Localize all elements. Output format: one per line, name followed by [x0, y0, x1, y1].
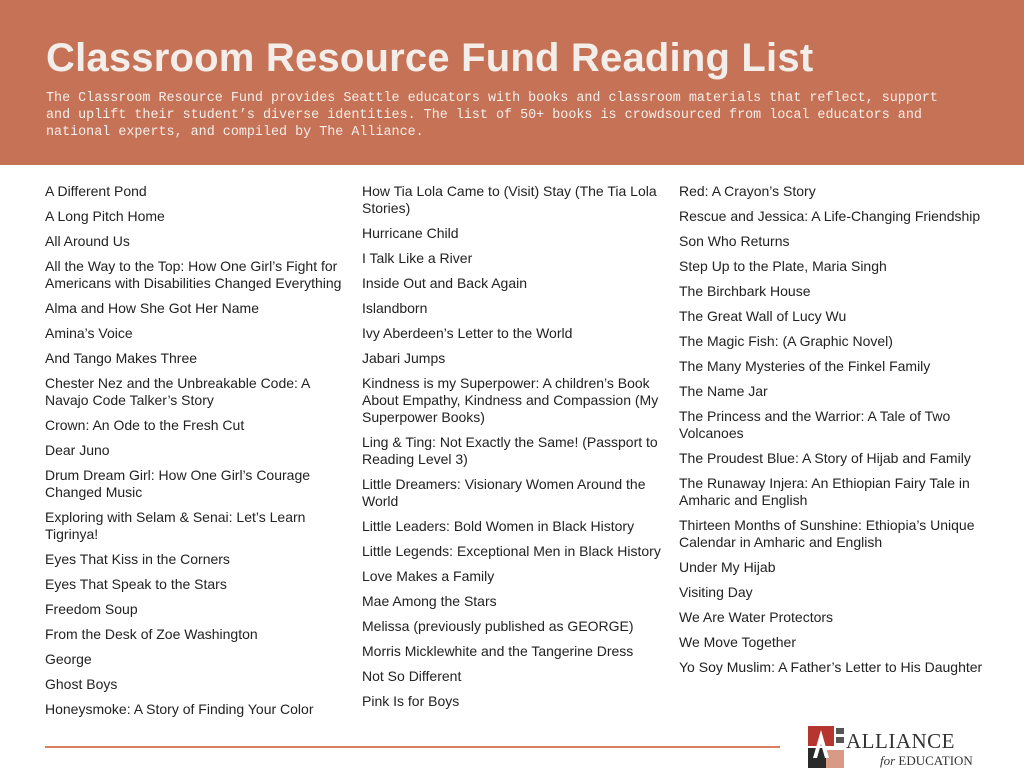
- book-title: Yo Soy Muslim: A Father’s Letter to His Daughter: [679, 659, 983, 675]
- book-title: Under My Hijab: [679, 559, 776, 575]
- logo-subtitle: [880, 753, 973, 769]
- footer-divider: [45, 746, 780, 748]
- book-column-3: [679, 183, 984, 684]
- book-title: George: [45, 651, 92, 667]
- book-title: Crown: An Ode to the Fresh Cut: [45, 417, 245, 433]
- book-title: Eyes That Kiss in the Corners: [45, 551, 230, 567]
- logo-education: EDUCATION: [898, 753, 973, 768]
- book-title: The Princess and the Warrior: A Tale of Two Volcanoes: [679, 408, 951, 441]
- book-title: Ling & Ting: Not Exactly the Same! (Passport to Reading Level 3): [362, 434, 658, 467]
- book-title: How Tia Lola Came to (Visit) Stay (The Tia Lola Stories): [362, 183, 657, 216]
- book-title: Step Up to the Plate, Maria Singh: [679, 258, 887, 274]
- book-title: The Many Mysteries of the Finkel Family: [679, 358, 931, 374]
- book-title: Drum Dream Girl: How One Girl’s Courage Changed Music: [45, 467, 311, 500]
- book-title: Freedom Soup: [45, 601, 138, 617]
- logo-for: for: [880, 753, 896, 768]
- book-title: A Long Pitch Home: [45, 208, 165, 224]
- book-title: Honeysmoke: A Story of Finding Your Color: [45, 701, 314, 717]
- book-title: Son Who Returns: [679, 233, 790, 249]
- book-title: All the Way to the Top: How One Girl’s Fight for Americans with Disabilities Changed Everything: [45, 258, 342, 291]
- book-title: I Talk Like a River: [362, 250, 473, 266]
- book-title: The Proudest Blue: A Story of Hijab and Family: [679, 450, 971, 466]
- book-title: Ivy Aberdeen’s Letter to the World: [362, 325, 573, 341]
- book-title: Amina’s Voice: [45, 325, 133, 341]
- book-title: Hurricane Child: [362, 225, 459, 241]
- book-title: Inside Out and Back Again: [362, 275, 527, 291]
- book-title: Kindness is my Superpower: A children’s Book About Empathy, Kindness and Compassion (My Superpower Books): [362, 375, 659, 425]
- book-title: Islandborn: [362, 300, 428, 316]
- book-title: The Birchbark House: [679, 283, 811, 299]
- book-title: We Are Water Protectors: [679, 609, 834, 625]
- book-title: The Name Jar: [679, 383, 768, 399]
- book-title: The Runaway Injera: An Ethiopian Fairy Tale in Amharic and English: [679, 475, 970, 508]
- book-title: All Around Us: [45, 233, 130, 249]
- book-title: Mae Among the Stars: [362, 593, 497, 609]
- book-title: Little Leaders: Bold Women in Black History: [362, 518, 635, 534]
- book-title: Thirteen Months of Sunshine: Ethiopia’s Unique Calendar in Amharic and English: [679, 517, 975, 550]
- book-title: Visiting Day: [679, 584, 753, 600]
- book-column-2: [362, 183, 667, 718]
- book-title: Jabari Jumps: [362, 350, 446, 366]
- book-title: And Tango Makes Three: [45, 350, 198, 366]
- book-title: Love Makes a Family: [362, 568, 495, 584]
- book-column-1: [45, 183, 350, 726]
- book-title: Not So Different: [362, 668, 462, 684]
- book-title: The Great Wall of Lucy Wu: [679, 308, 847, 324]
- book-title: Exploring with Selam & Senai: Let’s Learn Tigrinya!: [45, 509, 306, 542]
- book-title: Chester Nez and the Unbreakable Code: A Navajo Code Talker’s Story: [45, 375, 310, 408]
- page-title: Classroom Resource Fund Reading List: [46, 36, 814, 80]
- book-title: Red: A Crayon’s Story: [679, 183, 816, 199]
- book-title: Little Dreamers: Visionary Women Around the World: [362, 476, 646, 509]
- book-title: Ghost Boys: [45, 676, 118, 692]
- book-title: The Magic Fish: (A Graphic Novel): [679, 333, 893, 349]
- book-title: Melissa (previously published as GEORGE): [362, 618, 634, 634]
- book-title: Pink Is for Boys: [362, 693, 460, 709]
- book-title: Rescue and Jessica: A Life-Changing Friendship: [679, 208, 981, 224]
- header-banner: [0, 0, 1024, 165]
- book-title: We Move Together: [679, 634, 796, 650]
- book-title: A Different Pond: [45, 183, 147, 199]
- book-title: Little Legends: Exceptional Men in Black History: [362, 543, 661, 559]
- book-title: From the Desk of Zoe Washington: [45, 626, 258, 642]
- page-description: The Classroom Resource Fund provides Seattle educators with books and classroom materials that reflect, support and uplift their student’s diverse identities. The list of 50+ books is crowdsourced from local educators and national experts, and compiled by The Alliance.: [46, 91, 938, 140]
- book-title: Morris Micklewhite and the Tangerine Dress: [362, 643, 634, 659]
- book-title: Eyes That Speak to the Stars: [45, 576, 227, 592]
- logo-name: ALLIANCE: [846, 729, 955, 753]
- book-title: Alma and How She Got Her Name: [45, 300, 259, 316]
- book-title: Dear Juno: [45, 442, 110, 458]
